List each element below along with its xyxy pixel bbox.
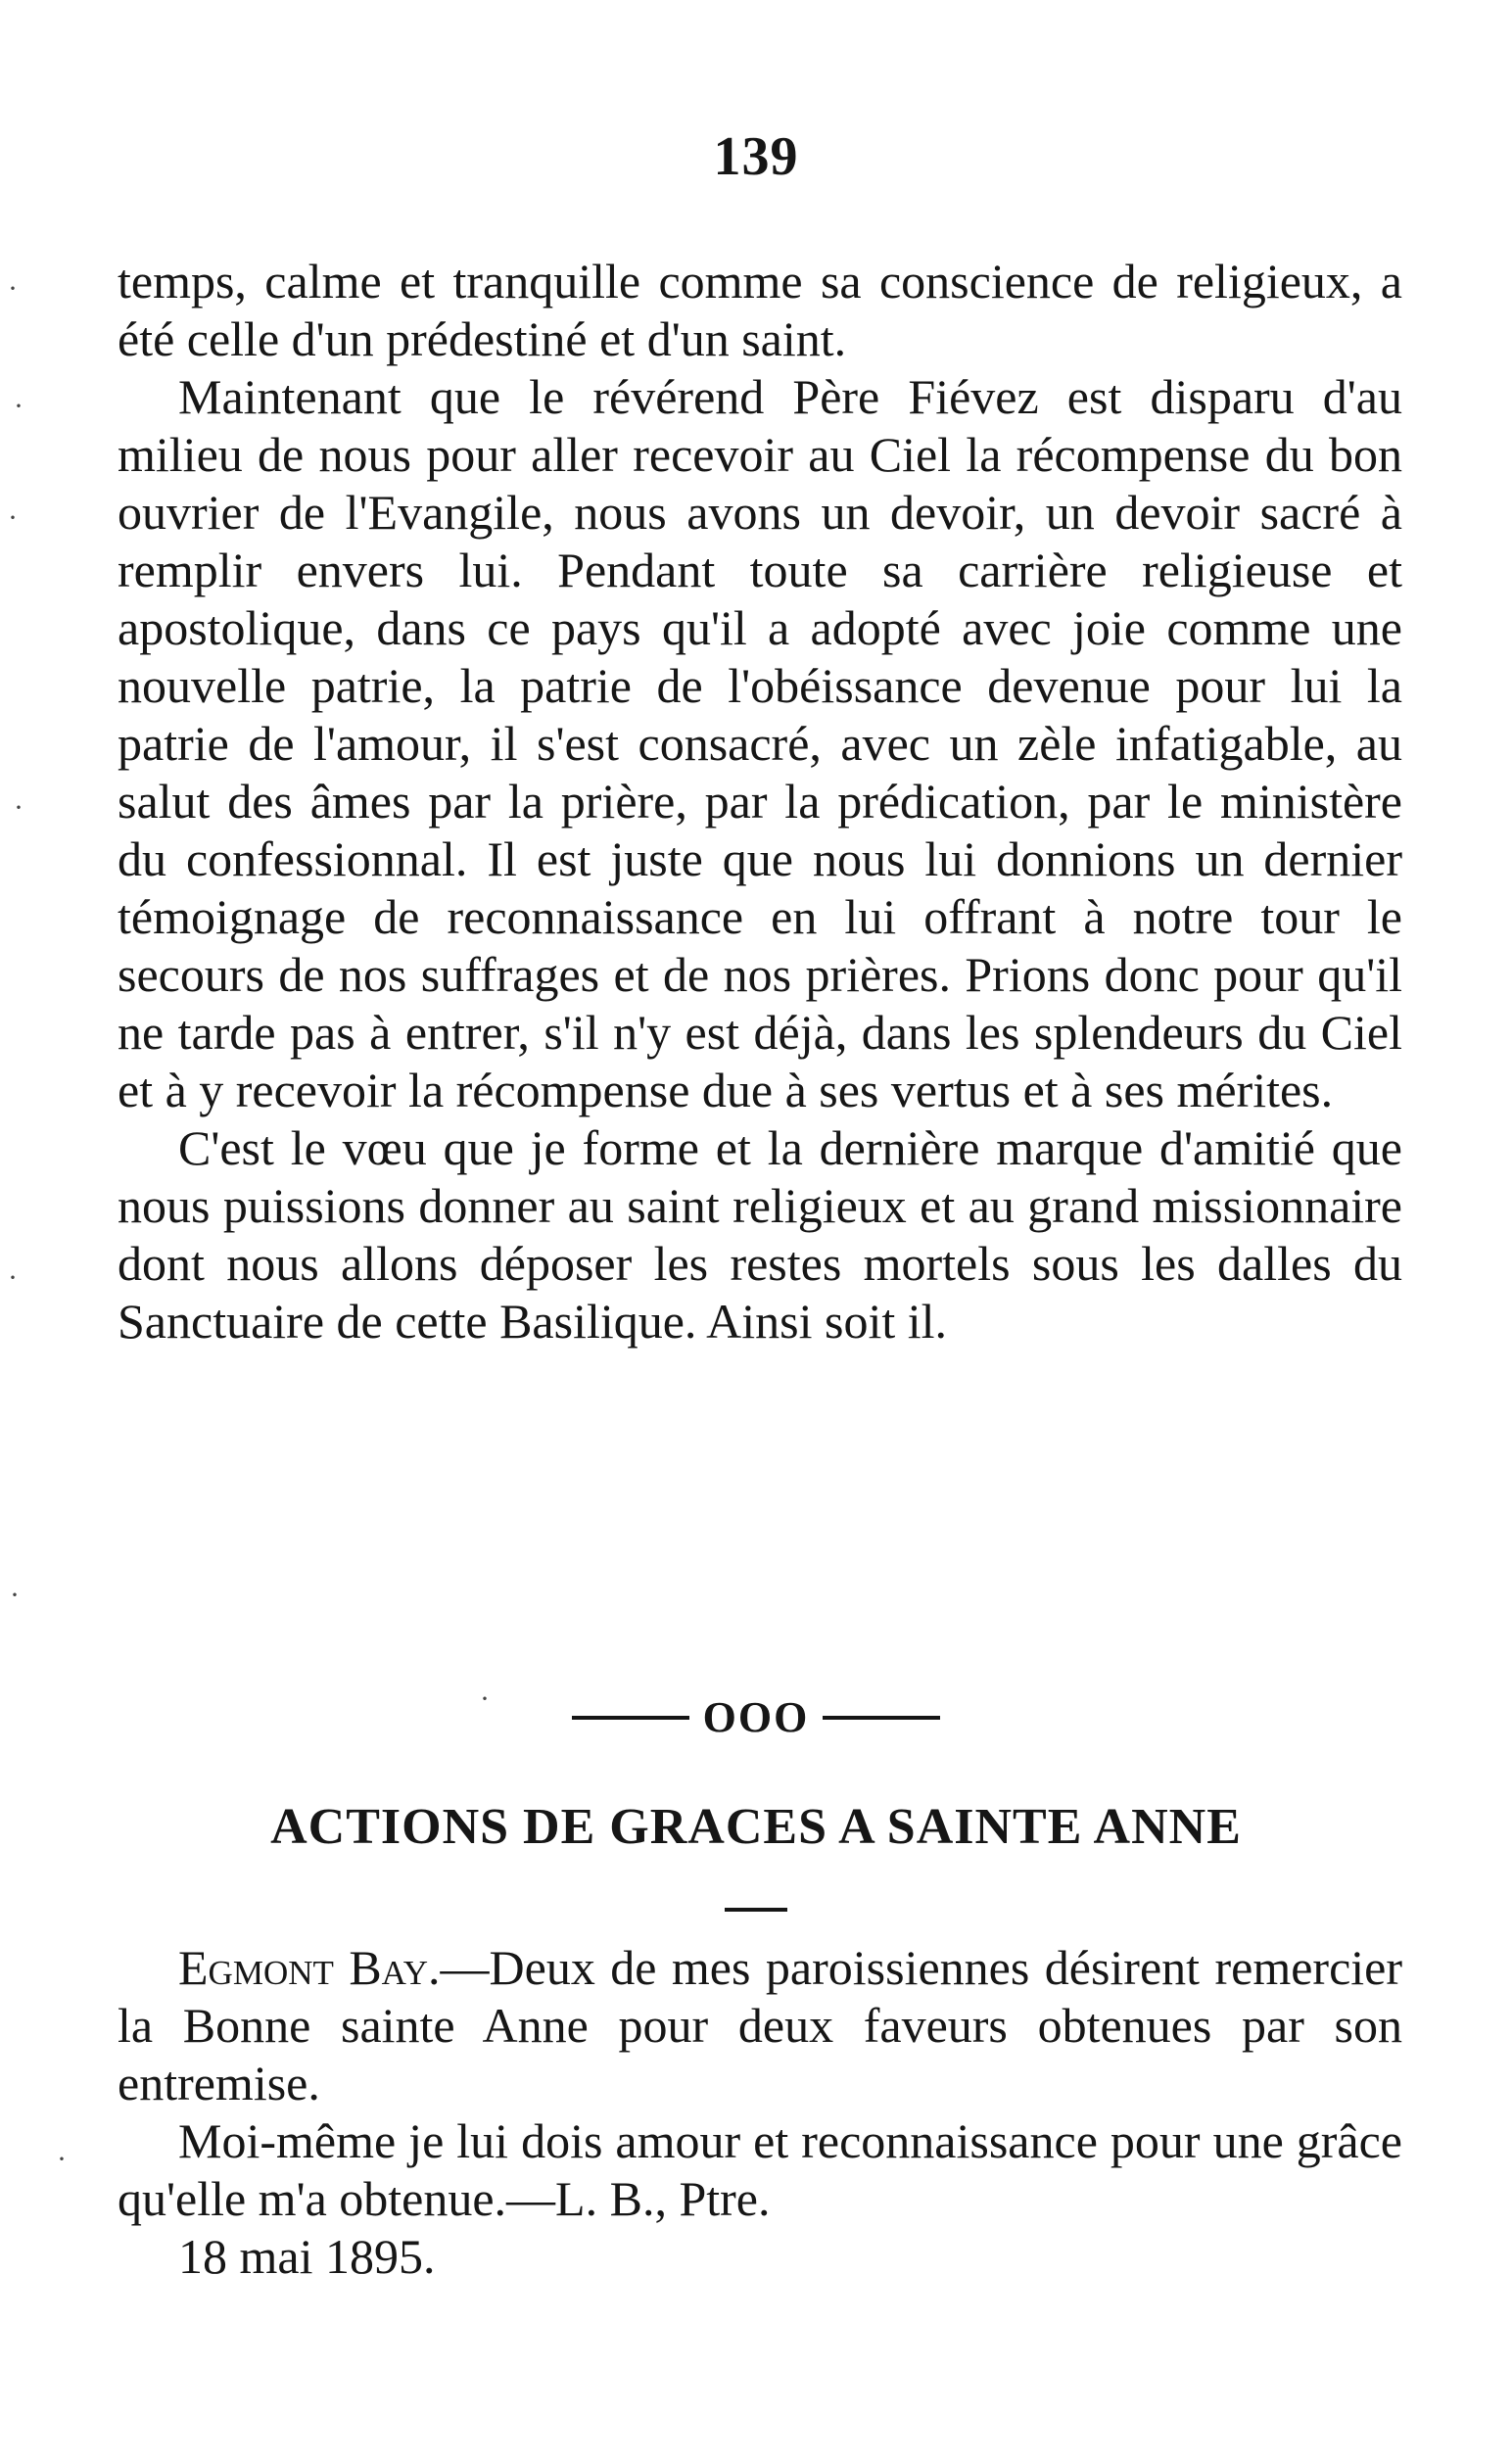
thanks-text: [118, 1939, 1402, 2286]
margin-speck: ·: [57, 2143, 67, 2175]
page-number: 139: [713, 126, 799, 187]
paragraph: temps, calme et tranquille comme sa conscience de religieux, a été celle d'un prédestiné et d'un saint.: [118, 254, 1402, 366]
thanks-paragraph: Moi-même je lui dois amour et reconnaissance pour une grâce qu'elle m'a obtenue.—L. B., Ptre.: [118, 2113, 1402, 2226]
margin-speck: ·: [14, 390, 24, 422]
margin-speck: ·: [8, 272, 18, 305]
margin-speck: ·: [480, 1682, 490, 1715]
margin-speck: ·: [10, 1579, 20, 1611]
paragraph: C'est le vœu que je forme et la dernière marque d'amitié que nous puissions donner au saint religieux et au grand missionnaire dont nous allons déposer les restes mortels sous les dalles du Sanctuaire de cette Basilique. Ainsi soit il.: [118, 1120, 1402, 1349]
separator-dash-left: [572, 1716, 689, 1720]
place-name: Egmont Bay.: [178, 1940, 441, 1995]
margin-speck: ·: [8, 1261, 18, 1294]
thanks-body: —Deux de mes paroissiennes désirent remercier la Bonne sainte Anne pour deux faveurs obtenues par son entremise.: [118, 1940, 1402, 2110]
section-title: ACTIONS DE GRACES A SAINTE ANNE: [270, 1799, 1242, 1855]
separator-dash-right: [823, 1716, 940, 1720]
margin-speck: ·: [8, 501, 18, 534]
thanks-date: 18 mai 1895.: [178, 2229, 436, 2284]
separator-text: OOO: [702, 1693, 810, 1741]
thanks-paragraph: [118, 1939, 1402, 2112]
title-rule: [725, 1908, 787, 1912]
main-text: [118, 253, 1402, 1350]
paragraph: Maintenant que le révérend Père Fiévez est disparu d'au milieu de nous pour aller recevoir au Ciel la récompense du bon ouvrier de l'Evangile, nous avons un devoir, un devoir sacré à remplir envers lui. Pendant toute sa carrière religieuse et apostolique, dans ce pays qu'il a adopté avec joie comme une nouvelle patrie, la patrie de l'obéissance devenue pour lui la patrie de l'amour, il s'est consacré, avec un zèle infatigable, au salut des âmes par la prière, par la prédication, par le ministère du confessionnal. Il est juste que nous lui donnions un dernier témoignage de reconnaissance en lui offrant à notre tour le secours de nos suffrages et de nos prières. Prions donc pour qu'il ne tarde pas à entrer, s'il n'y est déjà, dans les splendeurs du Ciel et à y recevoir la récompense due à ses vertus et à ses mérites.: [118, 369, 1402, 1117]
section-separator: [0, 1692, 1512, 1742]
margin-speck: ·: [14, 791, 24, 824]
